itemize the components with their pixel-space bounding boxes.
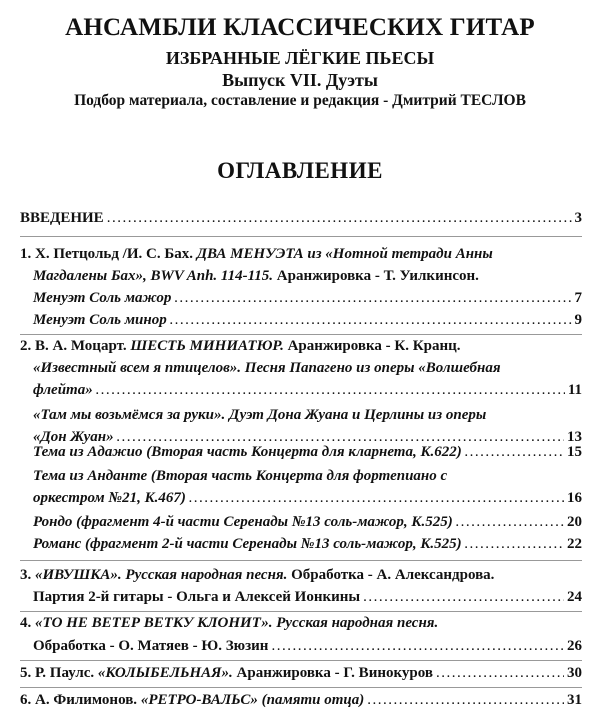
toc-entry-intro[interactable]	[20, 208, 582, 229]
toc-entry-s5[interactable]	[20, 663, 582, 684]
toc-page-number: 22	[567, 536, 582, 552]
toc-section-3-title	[20, 565, 582, 586]
section-authors: Р. Паулс.	[35, 665, 98, 681]
toc-section-4-title	[20, 613, 582, 634]
dot-leader	[465, 534, 564, 555]
section-number: 5.	[20, 665, 35, 681]
toc-entry-s2-4-line1: Тема из Анданте (Вторая часть Концерта для фортепиано с	[33, 468, 448, 484]
toc-entry-s2-5[interactable]	[33, 512, 582, 533]
toc-page-number: 13	[567, 429, 582, 445]
section-divider	[20, 236, 582, 237]
dot-leader	[456, 512, 564, 533]
section-work-title: ДВА МЕНУЭТА из «Нотной тетради Анны	[196, 246, 493, 262]
dot-leader	[367, 690, 564, 711]
dot-leader	[107, 208, 572, 229]
dot-leader	[170, 310, 572, 331]
section-arranger: Аранжировка - Т. Уилкинсон.	[273, 268, 479, 284]
section-number: 2.	[20, 338, 35, 354]
issue-label: Выпуск VII. Дуэты	[222, 70, 378, 90]
toc-entry-s2-6[interactable]	[33, 534, 582, 555]
toc-page-number: 7	[574, 290, 582, 306]
section-work-title: «РЕТРО-ВАЛЬС» (памяти отца)	[140, 692, 365, 708]
toc-entry-label: Менуэт Соль минор	[33, 312, 167, 328]
book-title: АНСАМБЛИ КЛАССИЧЕСКИХ ГИТАР	[65, 14, 535, 41]
toc-heading: ОГЛАВЛЕНИЕ	[217, 158, 383, 183]
toc-entry-label	[20, 690, 364, 711]
toc-entry-label: Рондо (фрагмент 4-й части Серенады №13 соль-мажор, K.525)	[33, 514, 453, 530]
section-work-title: ШЕСТЬ МИНИАТЮР.	[130, 338, 284, 354]
section-work-title: «КОЛЫБЕЛЬНАЯ».	[97, 665, 233, 681]
toc-entry-s2-3[interactable]	[33, 442, 582, 463]
section-work-title: «ТО НЕ ВЕТЕР ВЕТКУ КЛОНИТ». Русская народная песня.	[35, 615, 439, 631]
toc-page-number: 30	[567, 665, 582, 681]
toc-page-number: 3	[574, 210, 582, 226]
toc-page-number: 26	[567, 638, 582, 654]
toc-entry-s2-1[interactable]	[33, 380, 582, 401]
toc-page-number: 24	[567, 589, 582, 605]
toc-entry-label: Романс (фрагмент 2-й части Серенады №13 соль-мажор, K.525)	[33, 536, 462, 552]
toc-entry-s6[interactable]	[20, 690, 582, 711]
section-work-title: «ИВУШКА». Русская народная песня.	[35, 567, 288, 583]
toc-entry-label: Тема из Адажио (Вторая часть Концерта для кларнета, K.622)	[33, 444, 462, 460]
toc-entry-s4[interactable]	[33, 636, 582, 657]
dot-leader	[465, 442, 564, 463]
dot-leader	[436, 663, 564, 684]
toc-entry-s2-2-line1: «Там мы возьмёмся за руки». Дуэт Дона Жуана и Церлины из оперы	[33, 407, 487, 423]
section-divider	[20, 687, 582, 688]
toc-entry-label: флейта»	[33, 382, 93, 398]
toc-entry-label: Менуэт Соль мажор	[33, 290, 172, 306]
toc-entry-label: Обработка - О. Матяев - Ю. Зюзин	[33, 638, 269, 654]
section-authors: А. Филимонов.	[35, 692, 141, 708]
dot-leader	[174, 288, 571, 309]
book-subtitle: ИЗБРАННЫЕ ЛЁГКИЕ ПЬЕСЫ	[165, 48, 435, 68]
section-number: 3.	[20, 567, 35, 583]
section-number: 6.	[20, 692, 35, 708]
toc-entry-label: оркестром №21, K.467)	[33, 490, 186, 506]
section-divider	[20, 611, 582, 612]
section-number: 1.	[20, 246, 35, 262]
toc-page-number: 31	[567, 692, 582, 708]
toc-entry-s3[interactable]	[33, 587, 582, 608]
toc-entry-label: ВВЕДЕНИЕ	[20, 210, 104, 226]
section-authors: Х. Петцольд /И. С. Бах.	[35, 246, 197, 262]
toc-entry-label	[20, 663, 433, 684]
toc-page-number: 15	[567, 444, 582, 460]
toc-entry-s2-4[interactable]	[33, 488, 582, 509]
dot-leader	[96, 380, 565, 401]
toc-entry-s1-2[interactable]	[33, 310, 582, 331]
section-divider	[20, 334, 582, 335]
section-divider	[20, 660, 582, 661]
toc-entry-label: Партия 2-й гитары - Ольга и Алексей Ионкины	[33, 589, 361, 605]
toc-page-number: 9	[574, 312, 582, 328]
credits-line: Подбор материала, составление и редакция - Дмитрий ТЕСЛОВ	[74, 92, 526, 109]
toc-page-number: 16	[567, 490, 582, 506]
dot-leader	[189, 488, 564, 509]
section-divider	[20, 560, 582, 561]
section-arranger: Аранжировка - К. Кранц.	[283, 338, 461, 354]
section-arranger: Обработка - А. Александрова.	[287, 567, 495, 583]
dot-leader	[363, 587, 564, 608]
toc-section-2-title	[20, 336, 582, 357]
toc-section-1-title-cont	[33, 266, 582, 287]
section-number: 4.	[20, 615, 35, 631]
toc-section-1-title	[20, 244, 582, 265]
section-arranger: Аранжировка - Г. Винокуров	[232, 665, 433, 681]
section-authors: В. А. Моцарт.	[35, 338, 131, 354]
toc-page-number: 20	[567, 514, 582, 530]
section-work-title-cont: Магдалены Бах», BWV Anh. 114-115.	[33, 268, 274, 284]
dot-leader	[271, 636, 564, 657]
toc-entry-s2-1-line1: «Известный всем я птицелов». Песня Папагено из оперы «Волшебная	[33, 360, 501, 376]
toc-page-number: 11	[567, 382, 582, 398]
toc-entry-label: «Дон Жуан»	[33, 429, 114, 445]
toc-entry-s1-1[interactable]	[33, 288, 582, 309]
